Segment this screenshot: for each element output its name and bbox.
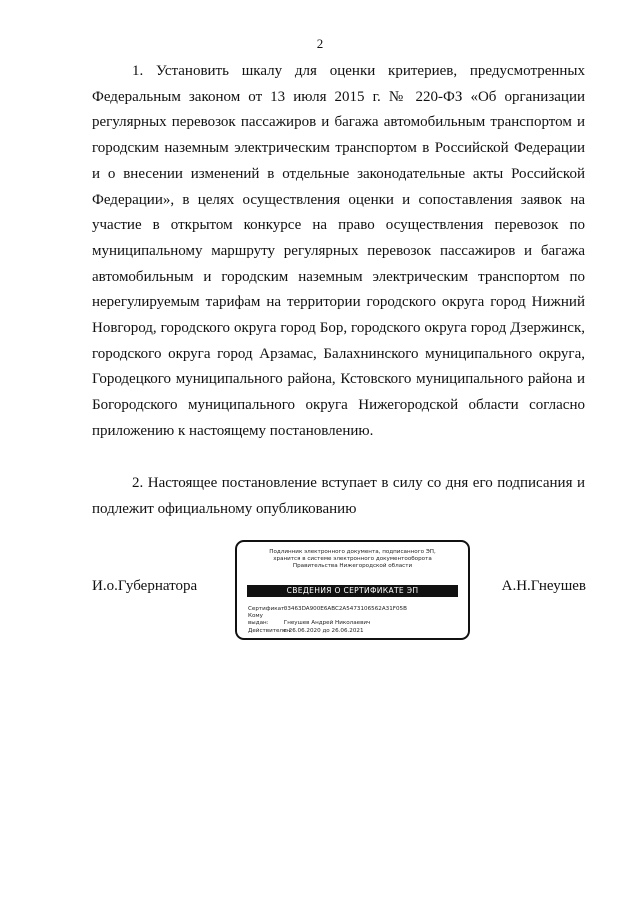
stamp-header-line: Правительства Нижегородской области [292,563,413,569]
stamp-banner: СВЕДЕНИЯ О СЕРТИФИКАТЕ ЭП [247,585,458,597]
signer-name: А.Н.Гнеушев [501,578,586,594]
electronic-signature-stamp [235,540,470,640]
certificate-row [248,606,407,613]
issued-to-value: Гнеушев Андрей Николаевич [283,620,371,627]
issued-to-row [248,613,407,627]
valid-row [248,628,407,635]
paragraph-2: 2. Настоящее постановление вступает в силу со дня его подписания и подлежит официальному опубликованию [92,475,585,517]
certificate-value: 03463DA900E6ABC2A5473106562A31F05B [283,606,407,612]
stamp-header [237,549,468,570]
valid-label: Действителен: [248,627,292,634]
page-number: 2 [316,36,324,51]
stamp-header-line: хранится в системе электронного документооборота [273,556,432,562]
stamp-details [248,606,407,635]
signer-title: И.о.Губернатора [92,578,198,594]
stamp-header-line: Подлинник электронного документа, подписанного ЭП, [269,549,436,555]
issued-to-label: Кому выдан: [248,613,269,627]
valid-value: с 26.06.2020 до 26.06.2021 [283,627,364,634]
paragraph-1: 1. Установить шкалу для оценки критериев, предусмотренных Федеральным законом от 13 июля 2015 г. № 220-ФЗ «Об организации регулярных перевозок пассажиров и багажа автомобильным транспортом и городским наземным электрическим транспортом в Российской Федерации и о внесении изменений в отдельные законодательные акты Российской Федерации», в целях осуществления оценки и сопоставления заявок на участие в открытом конкурсе на право осуществления перевозок по муниципальному маршруту регулярных перевозок пассажиров и багажа автомобильным и городским наземным электрическим транспортом по нерегулируемым тарифам на территории городского округа город Нижний Новгород, городского округа город Бор, городского округа город Дзержинск, городского округа город Арзамас, Балахнинского муниципального округа, Городецкого муниципального района, Кстовского муниципального района и Богородского муниципального округа Нижегородской области согласно приложению к настоящему постановлению. [92,63,585,439]
certificate-label: Сертификат: [248,606,287,612]
